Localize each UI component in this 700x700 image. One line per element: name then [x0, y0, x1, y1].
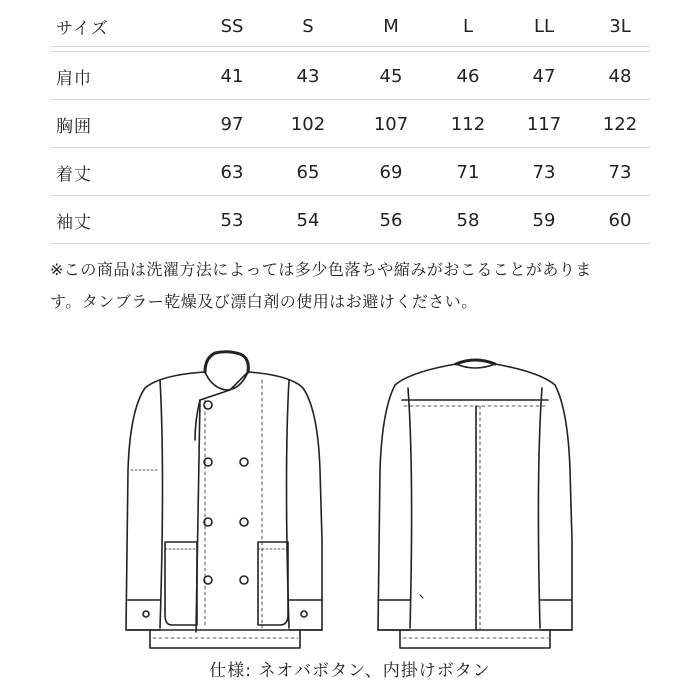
table-cell: 71: [456, 161, 480, 183]
size-col-header: SS: [220, 15, 244, 37]
care-note-line: す。タンブラー乾燥及び漂白剤の使用はお避けください。: [50, 292, 478, 311]
table-cell: 63: [220, 161, 244, 183]
size-col-header: LL: [533, 15, 555, 37]
table-cell: 41: [220, 65, 244, 87]
size-col-header: M: [383, 15, 399, 37]
table-cell: 47: [532, 65, 556, 87]
table-cell: 45: [379, 65, 403, 87]
table-cell: 58: [456, 209, 480, 231]
row-label: 袖丈: [56, 212, 92, 233]
row-label: 胸囲: [56, 116, 92, 137]
row-label: 着丈: [56, 164, 92, 185]
table-cell: 48: [608, 65, 632, 87]
size-col-header: L: [462, 15, 474, 37]
table-cell: 73: [608, 161, 632, 183]
table-cell: 54: [296, 209, 320, 231]
size-header-label: サイズ: [56, 18, 109, 39]
spec-caption: 仕様: ネオバボタン、内掛けボタン: [209, 661, 491, 681]
chef-coat-back-drawing: [378, 360, 572, 648]
table-cell: 56: [379, 209, 403, 231]
table-cell: 46: [456, 65, 480, 87]
size-col-header: S: [302, 15, 314, 37]
table-cell: 97: [220, 113, 244, 135]
table-cell: 107: [373, 113, 409, 135]
table-cell: 122: [602, 113, 638, 135]
table-cell: 69: [379, 161, 403, 183]
table-cell: 43: [296, 65, 320, 87]
table-cell: 102: [290, 113, 326, 135]
size-col-header: 3L: [609, 15, 631, 37]
care-note-line: ※この商品は洗濯方法によっては多少色落ちや縮みがおこることがありま: [50, 260, 592, 279]
table-cell: 112: [450, 113, 486, 135]
chef-coat-front-drawing: [126, 352, 322, 648]
row-label: 肩巾: [56, 68, 92, 89]
table-cell: 65: [296, 161, 320, 183]
table-cell: 73: [532, 161, 556, 183]
table-cell: 60: [608, 209, 632, 231]
table-cell: 59: [532, 209, 556, 231]
table-cell: 117: [526, 113, 562, 135]
table-cell: 53: [220, 209, 244, 231]
